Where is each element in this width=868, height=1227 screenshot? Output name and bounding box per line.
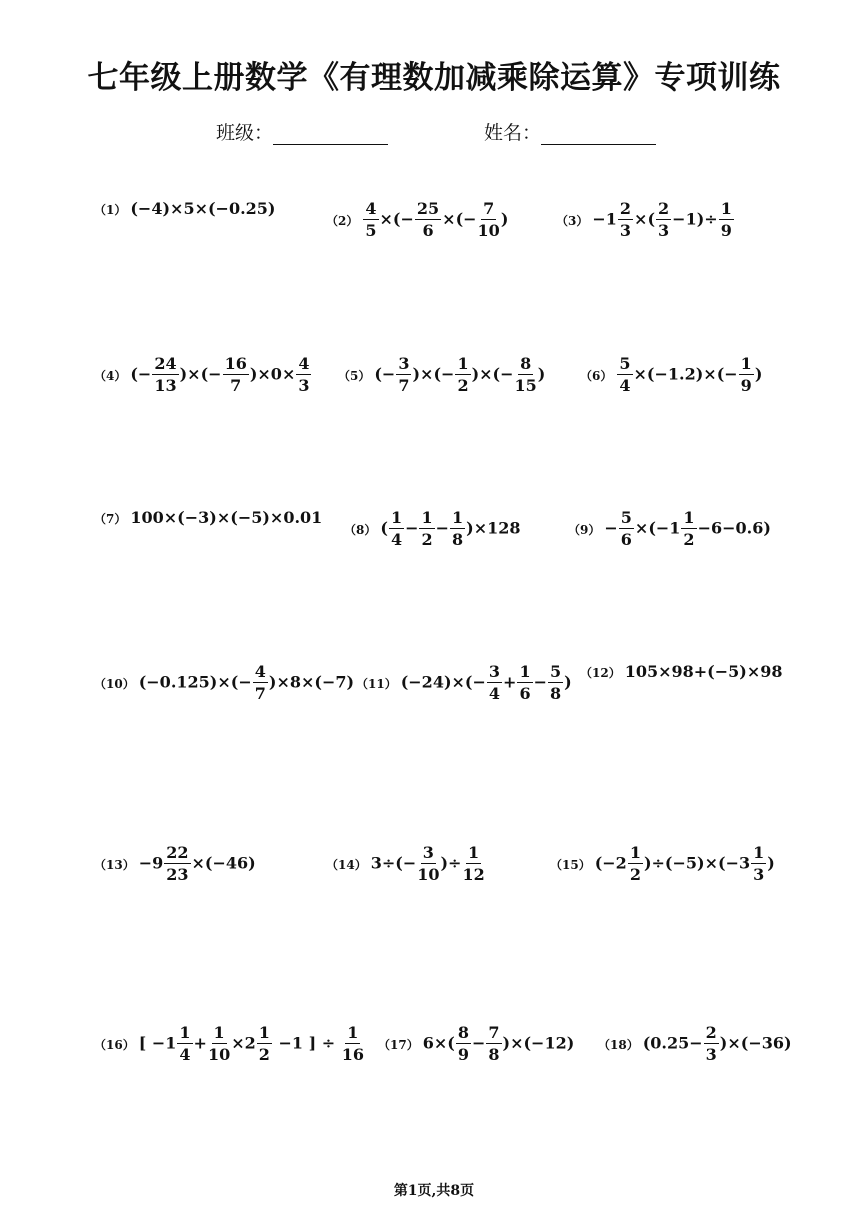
page-title: 七年级上册数学《有理数加减乘除运算》专项训练 <box>87 60 781 96</box>
fraction <box>450 510 465 548</box>
expression-text: − <box>604 518 618 538</box>
expression-text: − <box>435 518 450 538</box>
problem-number: （18） <box>598 1037 639 1052</box>
fraction-denominator: 10 <box>477 221 500 240</box>
fraction-numerator: 2 <box>619 199 632 218</box>
fraction-numerator: 8 <box>457 1023 469 1042</box>
fraction-denominator: 16 <box>341 1045 364 1064</box>
fraction-numerator: 1 <box>720 199 732 218</box>
fraction-numerator: 1 <box>468 843 480 862</box>
fraction-denominator: 4 <box>619 376 631 395</box>
fraction-denominator: 4 <box>179 1045 191 1064</box>
expression-text: ( <box>380 518 388 538</box>
expression-text: − <box>405 518 419 538</box>
problem-number: （12） <box>580 666 621 680</box>
expression-text: )×8×(−7) <box>268 672 355 692</box>
fraction-denominator: 8 <box>550 684 562 703</box>
name-blank[interactable] <box>541 122 656 145</box>
fraction-denominator: 6 <box>422 221 434 240</box>
expression-text: ) <box>500 209 509 229</box>
fraction <box>396 356 411 394</box>
fraction <box>415 201 441 239</box>
expression-text: [ −1 <box>138 1033 177 1053</box>
problem-18 <box>598 1025 792 1063</box>
problem-number: （10） <box>94 676 135 691</box>
problem-12 <box>580 664 783 680</box>
fraction <box>164 845 190 883</box>
fraction <box>515 356 537 394</box>
fraction <box>456 1025 471 1063</box>
class-field <box>216 118 388 145</box>
expression-text: − <box>533 672 547 692</box>
fraction-denominator: 7 <box>254 684 266 703</box>
fraction-numerator: 25 <box>416 199 440 218</box>
expression-text: 6×( <box>422 1033 455 1053</box>
fraction <box>487 664 502 702</box>
problem-number: （3） <box>556 213 589 228</box>
problem-6 <box>580 356 762 394</box>
fraction-denominator: 2 <box>421 530 433 549</box>
problem-number: （16） <box>94 1037 135 1052</box>
expression-text: −9 <box>138 853 164 873</box>
problem-5 <box>338 356 545 394</box>
fraction-denominator: 4 <box>488 684 501 703</box>
fraction-denominator: 13 <box>154 376 177 395</box>
expression-text: )×(−36) <box>719 1033 792 1053</box>
problem-number: （17） <box>378 1037 419 1052</box>
class-label: 班级： <box>216 122 274 144</box>
problem-1 <box>94 201 276 217</box>
fraction <box>455 356 470 394</box>
fraction-denominator: 8 <box>488 1045 500 1064</box>
fraction <box>223 356 249 394</box>
fraction <box>462 845 484 883</box>
fraction-denominator: 2 <box>683 530 695 549</box>
fraction-numerator: 22 <box>166 843 189 862</box>
problem-number: （1） <box>94 203 127 217</box>
fraction-numerator: 5 <box>620 508 632 527</box>
expression-text: )×(−12) <box>502 1033 575 1053</box>
fraction <box>486 1025 501 1063</box>
fraction-denominator: 6 <box>620 530 632 549</box>
expression-text: (0.25− <box>642 1033 703 1053</box>
fraction <box>152 356 178 394</box>
name-field <box>484 118 656 145</box>
fraction <box>619 510 634 548</box>
fraction-numerator: 1 <box>390 508 403 527</box>
fraction-denominator: 9 <box>720 221 732 240</box>
fraction-denominator: 8 <box>452 530 464 549</box>
expression-text: −1 <box>592 209 617 229</box>
problem-4 <box>94 356 312 394</box>
fraction-numerator: 1 <box>421 508 433 527</box>
problem-17 <box>378 1025 574 1063</box>
fraction <box>478 201 500 239</box>
fraction-denominator: 23 <box>166 865 189 884</box>
problem-14 <box>326 845 486 883</box>
expression-text: −6−0.6) <box>697 518 771 538</box>
expression-text: 100×(−3)×(−5)×0.01 <box>130 508 323 527</box>
expression-text: − <box>471 1033 486 1053</box>
expression-text: (−2 <box>594 853 627 873</box>
problem-number: （15） <box>550 857 591 872</box>
fraction-numerator: 7 <box>483 199 495 218</box>
problem-13 <box>94 845 256 883</box>
fraction <box>704 1025 719 1063</box>
fraction-numerator: 1 <box>753 843 765 862</box>
fraction <box>751 845 766 883</box>
problem-11 <box>356 664 572 702</box>
expression-text: )÷(−5)×(−3 <box>643 853 751 873</box>
fraction-numerator: 1 <box>347 1023 359 1042</box>
expression-text: (− <box>374 364 396 384</box>
fraction <box>296 356 311 394</box>
expression-text: (− <box>130 364 152 384</box>
fraction-numerator: 24 <box>154 354 177 373</box>
problem-7 <box>94 510 322 526</box>
problem-number: （5） <box>338 368 371 383</box>
fraction-denominator: 2 <box>629 865 641 884</box>
expression-text: ×2 <box>231 1033 256 1053</box>
expression-text: )×128 <box>466 518 521 538</box>
fraction <box>517 664 532 702</box>
fraction <box>342 1025 364 1063</box>
fraction-numerator: 3 <box>422 843 434 862</box>
fraction-denominator: 7 <box>398 376 410 395</box>
fraction <box>363 201 378 239</box>
problem-number: （7） <box>94 512 127 526</box>
expression-text: ) <box>564 672 572 692</box>
fraction <box>681 510 696 548</box>
problem-8 <box>344 510 521 548</box>
problem-15 <box>550 845 775 883</box>
fraction-denominator: 15 <box>514 376 537 395</box>
fraction-numerator: 7 <box>488 1023 500 1042</box>
expression-text: −1)÷ <box>672 209 718 229</box>
fraction-denominator: 3 <box>705 1045 717 1064</box>
problem-number: （8） <box>344 522 377 537</box>
expression-text: )×(− <box>179 364 222 384</box>
fraction <box>628 845 643 883</box>
fraction <box>208 1025 230 1063</box>
fraction <box>548 664 563 702</box>
fraction <box>617 356 632 394</box>
fraction-denominator: 5 <box>365 221 377 240</box>
fraction-denominator: 3 <box>753 865 765 884</box>
expression-text: 3÷(− <box>370 853 417 873</box>
fraction-denominator: 3 <box>619 221 632 240</box>
fraction-numerator: 2 <box>658 199 670 218</box>
fraction-denominator: 4 <box>390 530 403 549</box>
expression-text: )×0× <box>249 364 296 384</box>
problem-3 <box>556 201 735 239</box>
expression-text: (−0.125)×(− <box>138 672 252 692</box>
expression-text: )÷ <box>440 853 462 873</box>
expression-text: ×(− <box>379 209 414 229</box>
fraction-denominator: 7 <box>230 376 242 395</box>
expression-text: ×( <box>634 209 656 229</box>
fraction-numerator: 5 <box>550 662 562 681</box>
fraction-denominator: 10 <box>417 865 440 884</box>
fraction <box>177 1025 192 1063</box>
fraction-numerator: 1 <box>213 1023 225 1042</box>
expression-text: ) <box>767 853 775 873</box>
problem-2 <box>326 201 508 239</box>
expression-text: )×(− <box>412 364 455 384</box>
fraction-numerator: 4 <box>365 199 377 218</box>
fraction-numerator: 1 <box>258 1023 270 1042</box>
fraction-denominator: 6 <box>519 684 531 703</box>
class-blank[interactable] <box>273 122 388 145</box>
problem-number: （9） <box>568 522 601 537</box>
fraction-denominator: 3 <box>298 376 310 395</box>
fraction-numerator: 1 <box>740 354 752 373</box>
fraction-denominator: 9 <box>740 376 752 395</box>
fraction-denominator: 2 <box>258 1045 270 1064</box>
fraction-denominator: 2 <box>457 376 469 395</box>
fraction-numerator: 8 <box>520 354 532 373</box>
page-footer: 第1页,共8页 <box>393 1183 475 1199</box>
fraction-numerator: 1 <box>179 1023 191 1042</box>
fraction <box>719 201 734 239</box>
problem-9 <box>568 510 771 548</box>
fraction-numerator: 1 <box>683 508 695 527</box>
expression-text: ) <box>754 364 763 384</box>
fraction <box>739 356 754 394</box>
expression-text: (−4)×5×(−0.25) <box>130 199 276 218</box>
expression-text: ×(− <box>442 209 477 229</box>
expression-text: (−24)×(− <box>400 672 486 692</box>
fraction-numerator: 3 <box>488 662 501 681</box>
fraction-numerator: 4 <box>298 354 310 373</box>
fraction-denominator: 12 <box>462 865 485 884</box>
problem-16 <box>94 1025 365 1063</box>
fraction-denominator: 3 <box>658 221 670 240</box>
expression-text: ) <box>537 364 546 384</box>
fraction <box>417 845 439 883</box>
expression-text: ×(−46) <box>191 853 256 873</box>
expression-text: )×(− <box>471 364 514 384</box>
fraction-denominator: 9 <box>457 1045 469 1064</box>
fraction <box>253 664 268 702</box>
name-label: 姓名： <box>484 122 542 144</box>
fraction-numerator: 1 <box>452 508 464 527</box>
fraction-numerator: 4 <box>254 662 266 681</box>
fraction-denominator: 10 <box>207 1045 231 1064</box>
problem-number: （11） <box>356 676 397 691</box>
fraction-numerator: 5 <box>619 354 631 373</box>
fraction-numerator: 2 <box>705 1023 717 1042</box>
fraction <box>389 510 404 548</box>
fraction <box>419 510 434 548</box>
expression-text: + <box>193 1033 207 1053</box>
problem-number: （2） <box>326 213 359 228</box>
expression-text: −1 ] ÷ <box>272 1033 341 1053</box>
fraction <box>257 1025 272 1063</box>
fraction-numerator: 3 <box>398 354 410 373</box>
expression-text: 105×98+(−5)×98 <box>624 662 783 681</box>
fraction-numerator: 1 <box>457 354 469 373</box>
expression-text: + <box>503 672 517 692</box>
problem-number: （4） <box>94 368 127 383</box>
fraction <box>618 201 633 239</box>
problem-number: （14） <box>326 857 367 872</box>
problem-number: （6） <box>580 368 613 383</box>
problem-number: （13） <box>94 857 135 872</box>
fraction <box>656 201 671 239</box>
fraction-numerator: 1 <box>519 662 531 681</box>
fraction-numerator: 1 <box>629 843 641 862</box>
expression-text: ×(−1 <box>634 518 681 538</box>
problem-10 <box>94 664 354 702</box>
fraction-numerator: 16 <box>224 354 247 373</box>
expression-text: ×(−1.2)×(− <box>633 364 738 384</box>
